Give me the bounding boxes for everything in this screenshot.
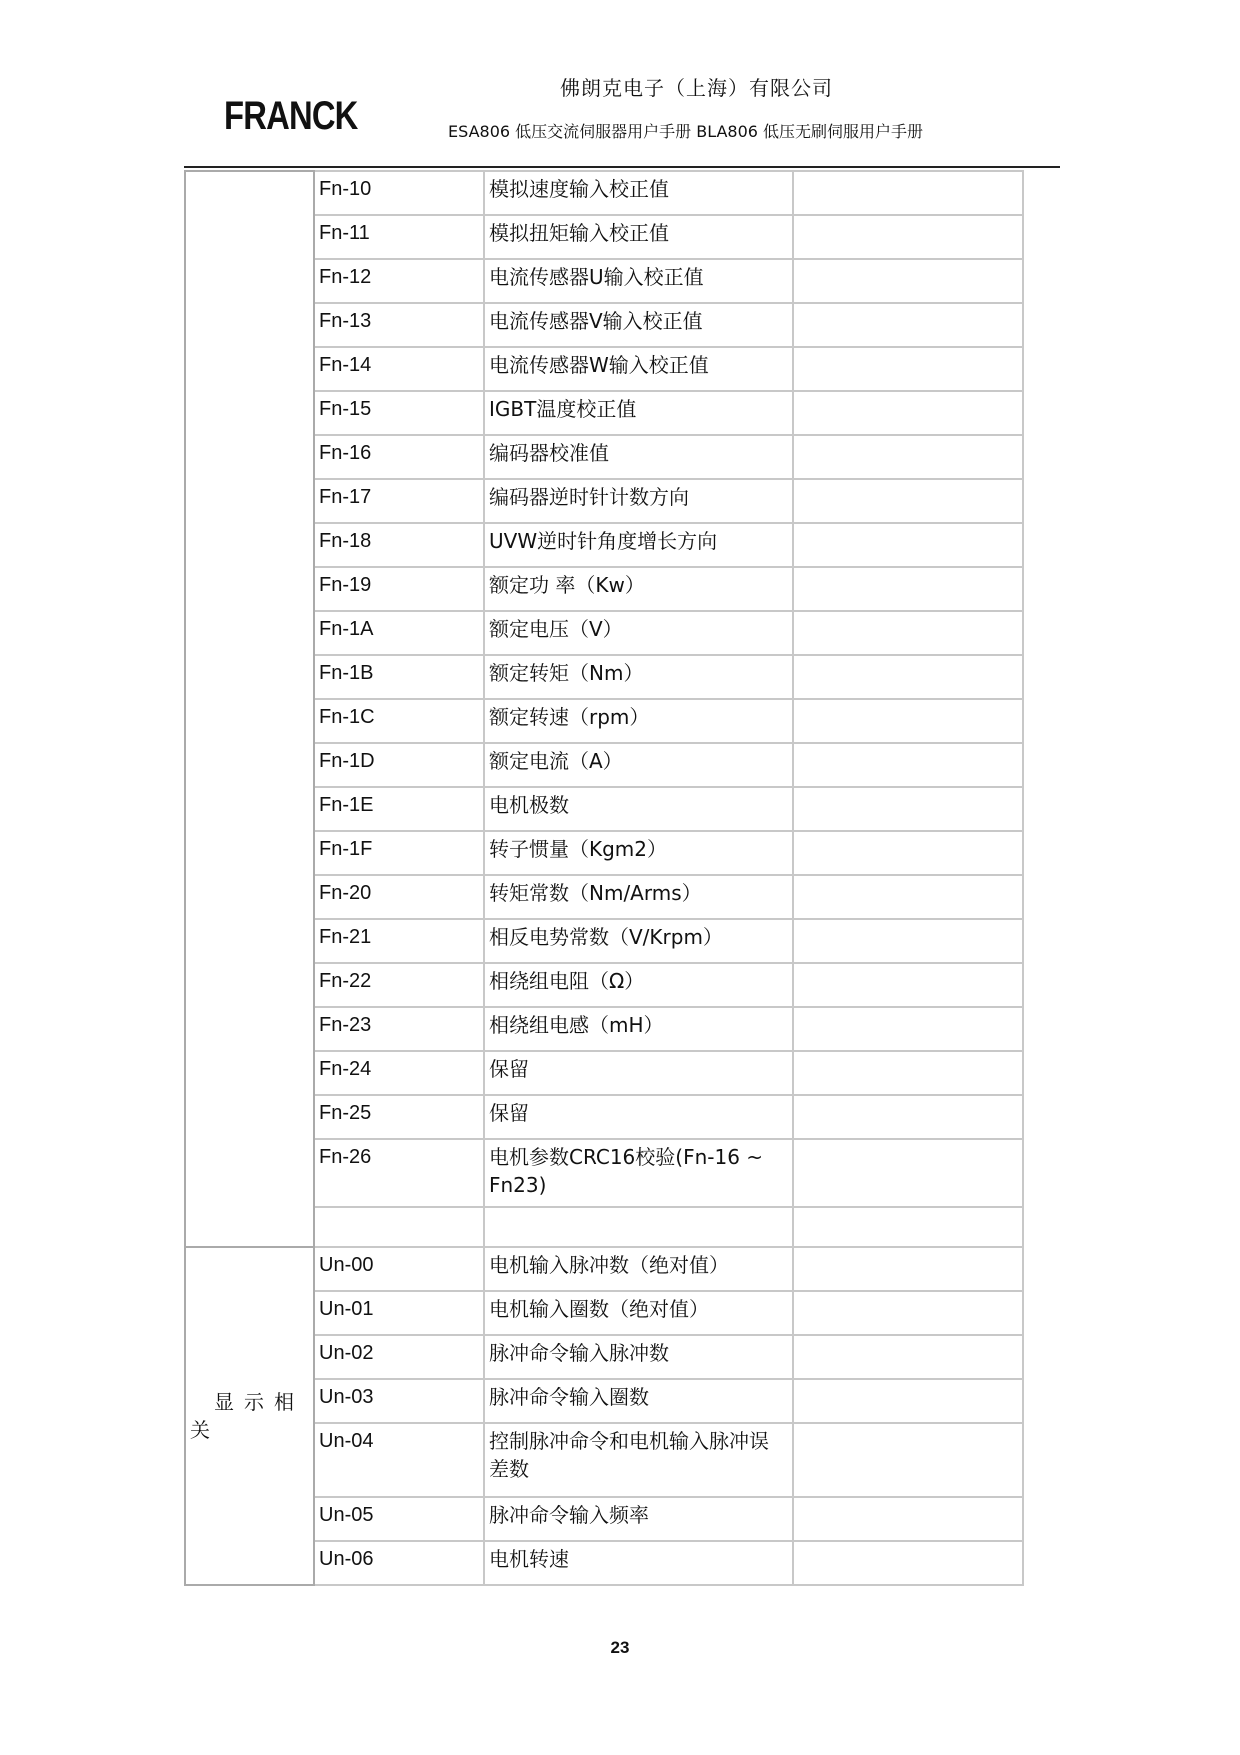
row-code-cell: Fn-24 [314, 1051, 484, 1095]
row-value-cell [793, 655, 1023, 699]
row-description-cell: 编码器校准值 [484, 435, 793, 479]
row-description-cell: 额定转矩（Nm） [484, 655, 793, 699]
row-code-cell: Fn-16 [314, 435, 484, 479]
row-value-cell [793, 1207, 1023, 1247]
row-code-cell: Un-00 [314, 1247, 484, 1291]
row-description-cell: 电机转速 [484, 1541, 793, 1585]
row-value-cell [793, 699, 1023, 743]
row-code-cell: Fn-1F [314, 831, 484, 875]
row-code-cell: Fn-22 [314, 963, 484, 1007]
row-code-cell: Fn-1D [314, 743, 484, 787]
row-description-cell: 保留 [484, 1051, 793, 1095]
row-code-cell: Fn-15 [314, 391, 484, 435]
row-description-cell: 电流传感器U输入校正值 [484, 259, 793, 303]
page-number: 23 [610, 1638, 630, 1657]
row-code-cell: Fn-18 [314, 523, 484, 567]
row-value-cell [793, 215, 1023, 259]
row-description-cell: 额定电流（A） [484, 743, 793, 787]
row-value-cell [793, 919, 1023, 963]
row-description-cell: 控制脉冲命令和电机输入脉冲误差数 [484, 1423, 793, 1497]
row-value-cell [793, 479, 1023, 523]
table-row [185, 1247, 1023, 1291]
row-value-cell [793, 1095, 1023, 1139]
row-value-cell [793, 875, 1023, 919]
row-description-cell: 额定转速（rpm） [484, 699, 793, 743]
row-value-cell [793, 1007, 1023, 1051]
row-description-cell: 额定电压（V） [484, 611, 793, 655]
company-name: 佛朗克电子（上海）有限公司 [560, 76, 833, 100]
row-value-cell [793, 171, 1023, 215]
row-description-cell: 脉冲命令输入脉冲数 [484, 1335, 793, 1379]
row-value-cell [793, 391, 1023, 435]
row-value-cell [793, 1497, 1023, 1541]
display-group-label: 显示相关 [190, 1390, 304, 1442]
franck-logo: FRANCK [224, 94, 358, 138]
row-description-cell: 脉冲命令输入圈数 [484, 1379, 793, 1423]
row-value-cell [793, 831, 1023, 875]
row-description-cell: 电机极数 [484, 787, 793, 831]
row-description-cell [484, 1207, 793, 1247]
row-code-cell: Fn-11 [314, 215, 484, 259]
row-description-cell: 脉冲命令输入频率 [484, 1497, 793, 1541]
row-description-cell: 转子惯量（Kgm2） [484, 831, 793, 875]
row-value-cell [793, 567, 1023, 611]
header-divider [184, 166, 1060, 168]
display-group-cell [185, 1247, 314, 1585]
row-value-cell [793, 611, 1023, 655]
row-value-cell [793, 1379, 1023, 1423]
row-value-cell [793, 303, 1023, 347]
row-description-cell: 相反电势常数（V/Krpm） [484, 919, 793, 963]
row-description-cell: 转矩常数（Nm/Arms） [484, 875, 793, 919]
row-code-cell: Fn-13 [314, 303, 484, 347]
parameter-table [184, 170, 1024, 1586]
row-value-cell [793, 787, 1023, 831]
row-description-cell: 相绕组电阻（Ω） [484, 963, 793, 1007]
row-value-cell [793, 743, 1023, 787]
row-value-cell [793, 523, 1023, 567]
row-code-cell: Fn-25 [314, 1095, 484, 1139]
row-description-cell: 额定功 率（Kw） [484, 567, 793, 611]
row-code-cell: Un-05 [314, 1497, 484, 1541]
row-code-cell: Un-02 [314, 1335, 484, 1379]
row-description-cell: 模拟速度输入校正值 [484, 171, 793, 215]
row-description-cell: 电机参数CRC16校验(Fn-16 ~ Fn23) [484, 1139, 793, 1207]
row-code-cell: Un-03 [314, 1379, 484, 1423]
row-description-cell: IGBT温度校正值 [484, 391, 793, 435]
row-code-cell: Fn-12 [314, 259, 484, 303]
table-row [185, 171, 1023, 215]
row-code-cell: Fn-1C [314, 699, 484, 743]
row-value-cell [793, 259, 1023, 303]
row-description-cell: 电流传感器V输入校正值 [484, 303, 793, 347]
row-value-cell [793, 1139, 1023, 1207]
row-description-cell: 相绕组电感（mH） [484, 1007, 793, 1051]
function-group-cell [185, 171, 314, 1247]
row-code-cell: Un-06 [314, 1541, 484, 1585]
row-description-cell: 电机输入圈数（绝对值） [484, 1291, 793, 1335]
row-value-cell [793, 347, 1023, 391]
row-value-cell [793, 1051, 1023, 1095]
row-code-cell: Fn-23 [314, 1007, 484, 1051]
row-value-cell [793, 1541, 1023, 1585]
parameter-table-body [185, 171, 1023, 1585]
row-code-cell: Fn-19 [314, 567, 484, 611]
row-code-cell: Fn-26 [314, 1139, 484, 1207]
row-code-cell: Fn-1B [314, 655, 484, 699]
row-code-cell: Fn-21 [314, 919, 484, 963]
row-code-cell: Fn-1A [314, 611, 484, 655]
row-code-cell: Un-04 [314, 1423, 484, 1497]
row-code-cell: Un-01 [314, 1291, 484, 1335]
manual-title: ESA806 低压交流伺服器用户手册 BLA806 低压无刷伺服用户手册 [448, 122, 924, 141]
row-description-cell: 模拟扭矩输入校正值 [484, 215, 793, 259]
row-description-cell: UVW逆时针角度增长方向 [484, 523, 793, 567]
row-value-cell [793, 963, 1023, 1007]
row-value-cell [793, 1291, 1023, 1335]
row-value-cell [793, 1335, 1023, 1379]
row-code-cell: Fn-20 [314, 875, 484, 919]
row-code-cell: Fn-10 [314, 171, 484, 215]
row-code-cell: Fn-14 [314, 347, 484, 391]
row-code-cell: Fn-1E [314, 787, 484, 831]
row-description-cell: 电流传感器W输入校正值 [484, 347, 793, 391]
row-description-cell: 电机输入脉冲数（绝对值） [484, 1247, 793, 1291]
row-description-cell: 保留 [484, 1095, 793, 1139]
row-value-cell [793, 435, 1023, 479]
row-value-cell [793, 1247, 1023, 1291]
row-value-cell [793, 1423, 1023, 1497]
row-code-cell [314, 1207, 484, 1247]
row-description-cell: 编码器逆时针计数方向 [484, 479, 793, 523]
row-code-cell: Fn-17 [314, 479, 484, 523]
